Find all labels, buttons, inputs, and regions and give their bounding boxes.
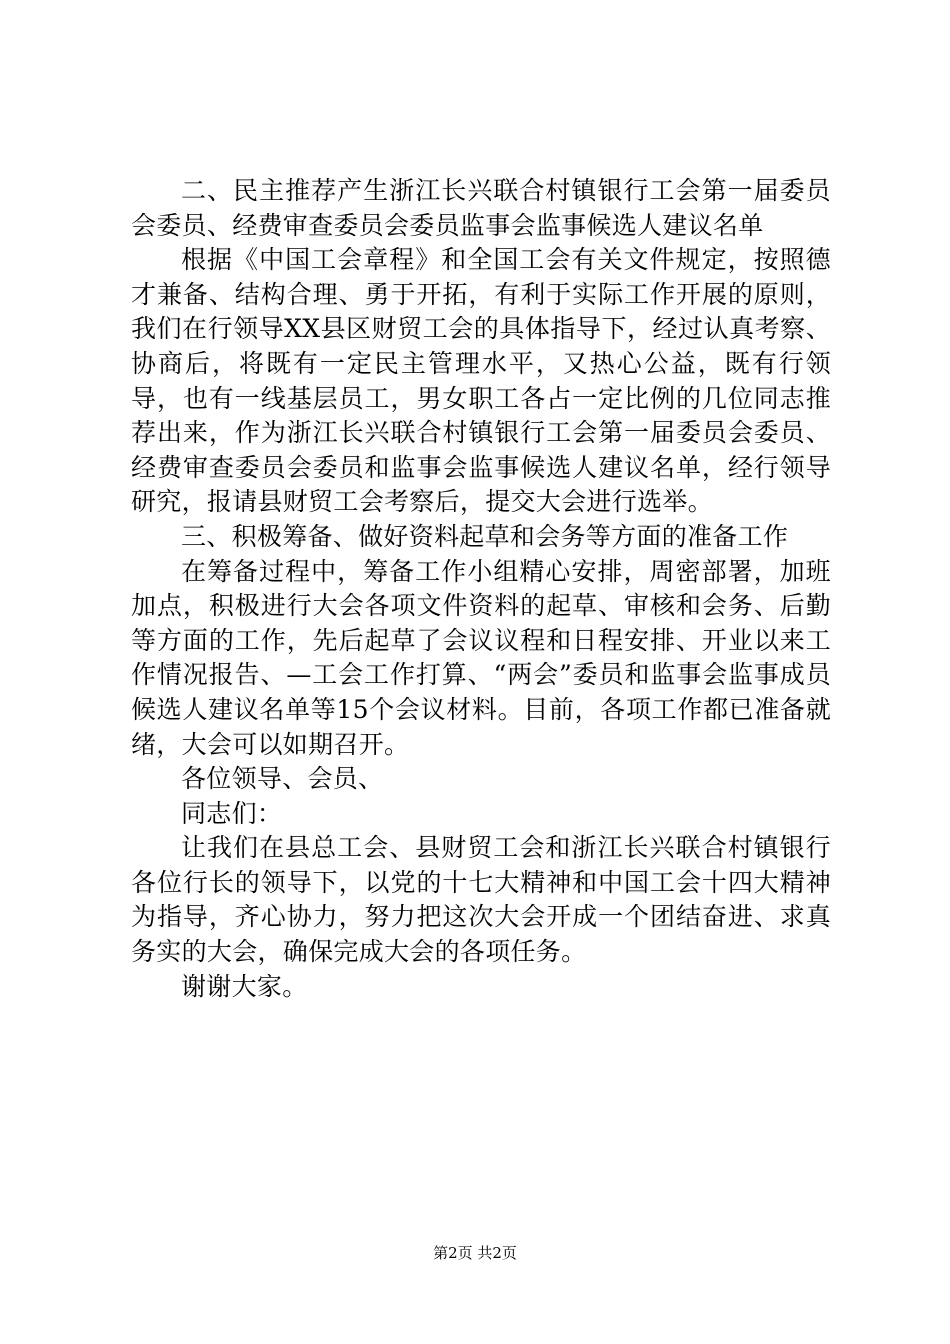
body-paragraph: 根据《中国工会章程》和全国工会有关文件规定，按照德才兼备、结构合理、勇于开拓，有利于实际工作开展的原则，我们在行领导XX县区财贸工会的具体指导下，经过认真考察、协商后，将既有一定民主管理水平，又热心公益，既有行领导，也有一线基层员工，男女职工各占一定比例的几位同志推荐出来，作为浙江长兴联合村镇银行工会第一届委员会委员、经费审查委员会委员和监事会监事候选人建议名单，经行领导研究，报请县财贸工会考察后，提交大会进行选举。 [131, 245, 831, 517]
section-heading-2: 二、民主推荐产生浙江长兴联合村镇银行工会第一届委员会委员、经费审查委员会委员监事会监事候选人建议名单 [131, 176, 831, 240]
body-paragraph: 在筹备过程中，筹备工作小组精心安排，周密部署，加班加点，积极进行大会各项文件资料的起草、审核和会务、后勤等方面的工作，先后起草了会议议程和日程安排、开业以来工作情况报告、—工会工作打算、“两会”委员和监事会监事成员候选人建议名单等15个会议材料。目前，各项工作都已准备就绪，大会可以如期召开。 [131, 556, 831, 759]
page-number-footer: 第2页 共2页 [433, 1244, 517, 1262]
body-paragraph: 让我们在县总工会、县财贸工会和浙江长兴联合村镇银行各位行长的领导下，以党的十七大精神和中国工会十四大精神为指导，齐心协力，努力把这次大会开成一个团结奋进、求真务实的大会，确保完成大会的各项任务。 [131, 833, 831, 967]
document-body [131, 174, 831, 1004]
section-heading-3: 三、积极筹备、做好资料起草和会务等方面的准备工作 [181, 521, 789, 551]
salutation-line: 各位领导、会员、 [181, 764, 384, 794]
closing-line: 谢谢大家。 [181, 971, 308, 1001]
salutation-line: 同志们： [181, 798, 283, 828]
